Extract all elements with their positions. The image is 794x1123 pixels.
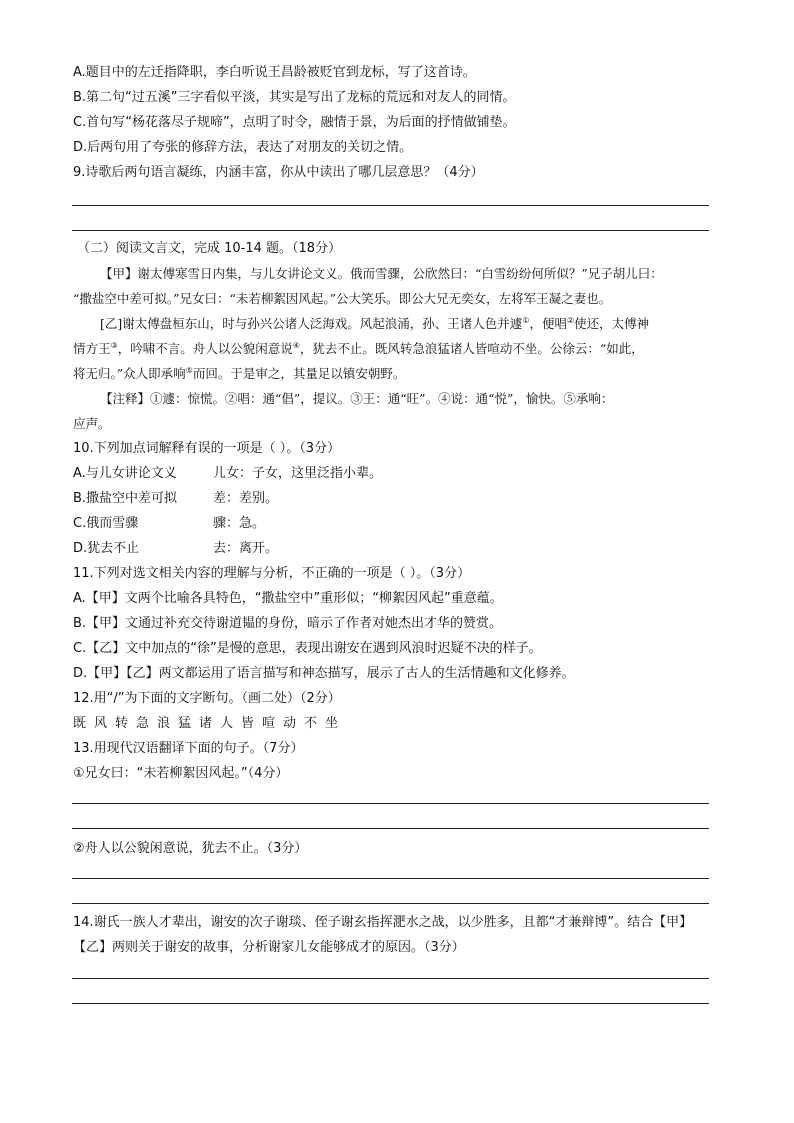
passage-yi-line: 情方王③，吟啸不言。舟人以公貌闲意说④，犹去不止。既风转急浪猛诸人皆喧动不坐。公徐云：“如此，: [73, 340, 644, 356]
answer-line[interactable]: [72, 978, 709, 979]
q10-option-a: A.与儿女讲论文义 儿女：子女，这里泛指小辈。: [73, 466, 383, 481]
q8-option-a: A.题目中的左迁指降职，李白听说王昌龄被贬官到龙标，写了这首诗。: [73, 65, 476, 80]
q11-option-d: D.【甲】【乙】两文都运用了语言描写和神态描写，展示了古人的生活情趣和文化修养。: [73, 666, 575, 681]
q10-option-b: B.撒盐空中差可拟 差：差别。: [73, 491, 279, 506]
passage-yi-line: [乙]谢太傅盘桓东山，时与孙兴公诸人泛海戏。风起浪涌，孙、王诸人色并遽①，便唱②使还，太傅神: [100, 315, 650, 331]
q11-stem: 11.下列对选文相关内容的理解与分析，不正确的一项是（ ）。（3分）: [73, 566, 471, 581]
q12-text[interactable]: 既风转急浪猛诸人皆喧动不坐: [73, 716, 347, 731]
passage-yi-line: 将无归。”众人即承响⑤而回。于是审之，其量足以镇安朝野。: [73, 365, 406, 381]
answer-line[interactable]: [72, 230, 709, 231]
q10-option-d: D.犹去不止 去：离开。: [73, 541, 279, 556]
q8-option-b: B.第二句“过五溪”三字看似平淡，其实是写出了龙标的荒远和对友人的同情。: [73, 90, 516, 105]
q10-stem: 10.下列加点词解释有误的一项是（ ）。（3分）: [73, 441, 341, 456]
notes-line: 应声。: [73, 416, 111, 431]
answer-line[interactable]: [72, 1003, 709, 1004]
answer-line[interactable]: [72, 903, 709, 904]
answer-line[interactable]: [72, 828, 709, 829]
q14-stem-line: 14.谢氏一族人才辈出，谢安的次子谢琰、侄子谢玄指挥淝水之战，以少胜多，且都“才兼辩博”。结合【甲】: [73, 915, 693, 930]
q13-sentence-1: ①兄女曰：“未若柳絮因风起。”（4分）: [73, 766, 289, 781]
footnote-marker: ④: [292, 340, 300, 350]
answer-line[interactable]: [72, 878, 709, 879]
answer-line[interactable]: [72, 803, 709, 804]
q13-sentence-2: ②舟人以公貌闲意说，犹去不止。（3分）: [73, 841, 308, 856]
notes-line: 【注释】①遽：惊慌。②唱：通“倡”，提议。③王：通“旺”。④说：通“悦”，愉快。⑤承响：: [100, 391, 614, 406]
q11-option-c: C.【乙】文中加点的“徐”是慢的意思，表现出谢安在遇到风浪时迟疑不决的样子。: [73, 641, 542, 656]
footnote-marker: ⑤: [185, 365, 193, 375]
q13-stem: 13.用现代汉语翻译下面的句子。（7分）: [73, 741, 304, 756]
q11-option-b: B.【甲】文通过补充交待谢道韫的身份，暗示了作者对她杰出才华的赞赏。: [73, 616, 503, 631]
q12-stem: 12.用“/”为下面的文字断句。（画二处）（2分）: [73, 691, 341, 706]
q14-stem-line: 【乙】两则关于谢安的故事，分析谢家儿女能够成才的原因。（3分）: [73, 940, 465, 955]
footnote-marker: ①: [522, 315, 530, 325]
passage-jia-line: “撒盐空中差可拟。”兄女曰：“未若柳絮因风起。”公大笑乐。即公大兄无奕女，左将军王凝之妻也。: [73, 291, 612, 306]
q9-stem: 9.诗歌后两句语言凝练，内涵丰富，你从中读出了哪几层意思？（4分）: [73, 165, 484, 180]
q10-option-c: C.俄而雪骤 骤：急。: [73, 516, 266, 531]
answer-line[interactable]: [72, 205, 709, 206]
passage-jia-line: 【甲】谢太傅寒雪日内集，与儿女讲论文义。俄而雪骤，公欣然曰：“白雪纷纷何所似？”兄子胡儿曰：: [100, 266, 663, 281]
footnote-marker: ③: [110, 340, 118, 350]
q8-option-d: D.后两句用了夸张的修辞方法，表达了对朋友的关切之情。: [73, 140, 413, 155]
q11-option-a: A.【甲】文两个比喻各具特色，“撒盐空中”重形似；“柳絮因风起”重意蕴。: [73, 591, 503, 606]
section-title: （二）阅读文言文，完成 10-14 题。（18分）: [77, 241, 342, 256]
footnote-marker: ②: [566, 315, 575, 325]
q8-option-c: C.首句写“杨花落尽子规啼”，点明了时令，融情于景，为后面的抒情做铺垫。: [73, 115, 516, 130]
